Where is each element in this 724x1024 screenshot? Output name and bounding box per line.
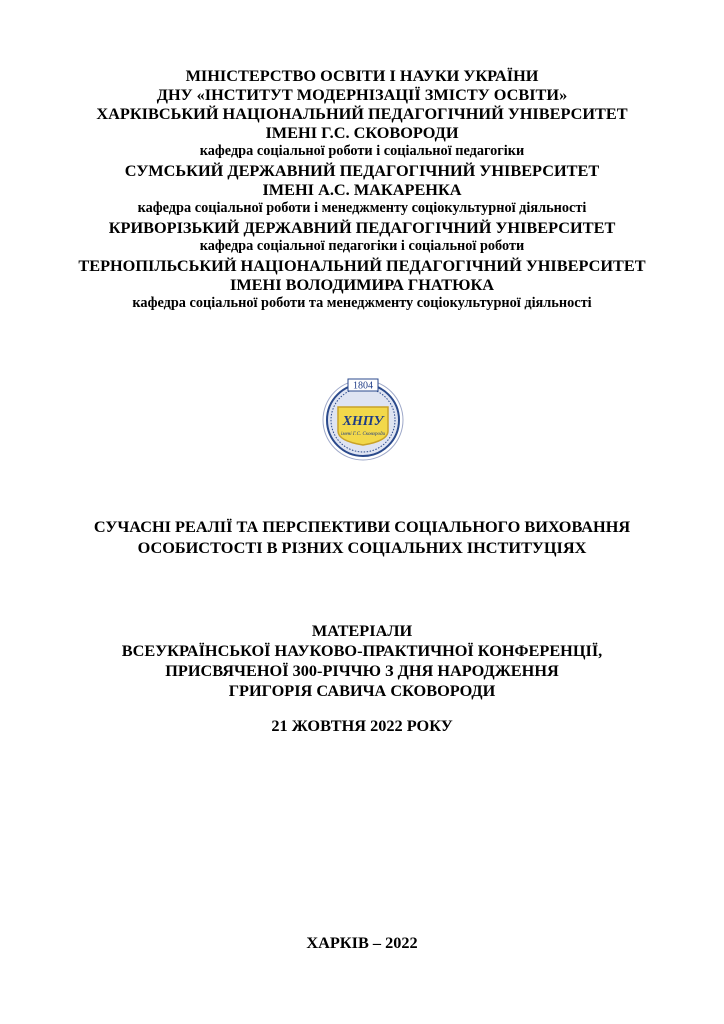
logo-monogram: ХНПУ — [342, 414, 384, 429]
sumy-university-name-line: ІМЕНІ А.С. МАКАРЕНКА — [262, 180, 462, 199]
city-year-footer: ХАРКІВ – 2022 — [306, 933, 418, 952]
title-line-2: ОСОБИСТОСТІ В РІЗНИХ СОЦІАЛЬНИХ ІНСТИТУЦІЯХ — [137, 538, 587, 557]
materials-line-4: ГРИГОРІЯ САВИЧА СКОВОРОДИ — [228, 681, 496, 700]
title-line-1: СУЧАСНІ РЕАЛІЇ ТА ПЕРСПЕКТИВИ СОЦІАЛЬНОГО ВИХОВАННЯ — [93, 517, 631, 536]
sumy-university-line: СУМСЬКИЙ ДЕРЖАВНИЙ ПЕДАГОГІЧНИЙ УНІВЕРСИТЕТ — [124, 161, 600, 180]
kharkiv-department-line: кафедра соціальної роботи і соціальної педагогіки — [199, 143, 525, 159]
institute-line: ДНУ «ІНСТИТУТ МОДЕРНІЗАЦІЇ ЗМІСТУ ОСВІТИ» — [156, 85, 568, 104]
sumy-department-line: кафедра соціальної роботи і менеджменту соціокультурної діяльності — [137, 200, 587, 216]
university-emblem-logo — [318, 373, 408, 463]
ministry-line: МІНІСТЕРСТВО ОСВІТИ І НАУКИ УКРАЇНИ — [185, 66, 539, 85]
kharkiv-university-name-line: ІМЕНІ Г.С. СКОВОРОДИ — [265, 123, 459, 142]
conference-date: 21 ЖОВТНЯ 2022 РОКУ — [271, 716, 453, 735]
materials-line-3: ПРИСВЯЧЕНОЇ 300-РІЧЧЮ З ДНЯ НАРОДЖЕННЯ — [165, 661, 559, 680]
materials-heading: МАТЕРІАЛИ — [311, 621, 413, 640]
logo-year: 1804 — [353, 380, 373, 392]
kryvyi-rih-university-line: КРИВОРІЗЬКИЙ ДЕРЖАВНИЙ ПЕДАГОГІЧНИЙ УНІВЕРСИТЕТ — [108, 218, 616, 237]
conference-title — [40, 516, 684, 558]
materials-block — [40, 621, 684, 701]
ternopil-university-line: ТЕРНОПІЛЬСЬКИЙ НАЦІОНАЛЬНИЙ ПЕДАГОГІЧНИЙ УНІВЕРСИТЕТ — [78, 256, 646, 275]
ternopil-university-name-line: ІМЕНІ ВОЛОДИМИРА ГНАТЮКА — [229, 275, 495, 294]
organizers-block — [40, 66, 684, 313]
kharkiv-university-line: ХАРКІВСЬКИЙ НАЦІОНАЛЬНИЙ ПЕДАГОГІЧНИЙ УНІВЕРСИТЕТ — [96, 104, 628, 123]
materials-line-2: ВСЕУКРАЇНСЬКОЇ НАУКОВО-ПРАКТИЧНОЇ КОНФЕРЕНЦІЇ, — [121, 641, 603, 660]
logo-inscription: імені Г.С. Сковороди — [340, 432, 386, 437]
kryvyi-rih-department-line: кафедра соціальної педагогіки і соціальної роботи — [199, 238, 525, 254]
ternopil-department-line: кафедра соціальної роботи та менеджменту соціокультурної діяльності — [132, 295, 592, 311]
